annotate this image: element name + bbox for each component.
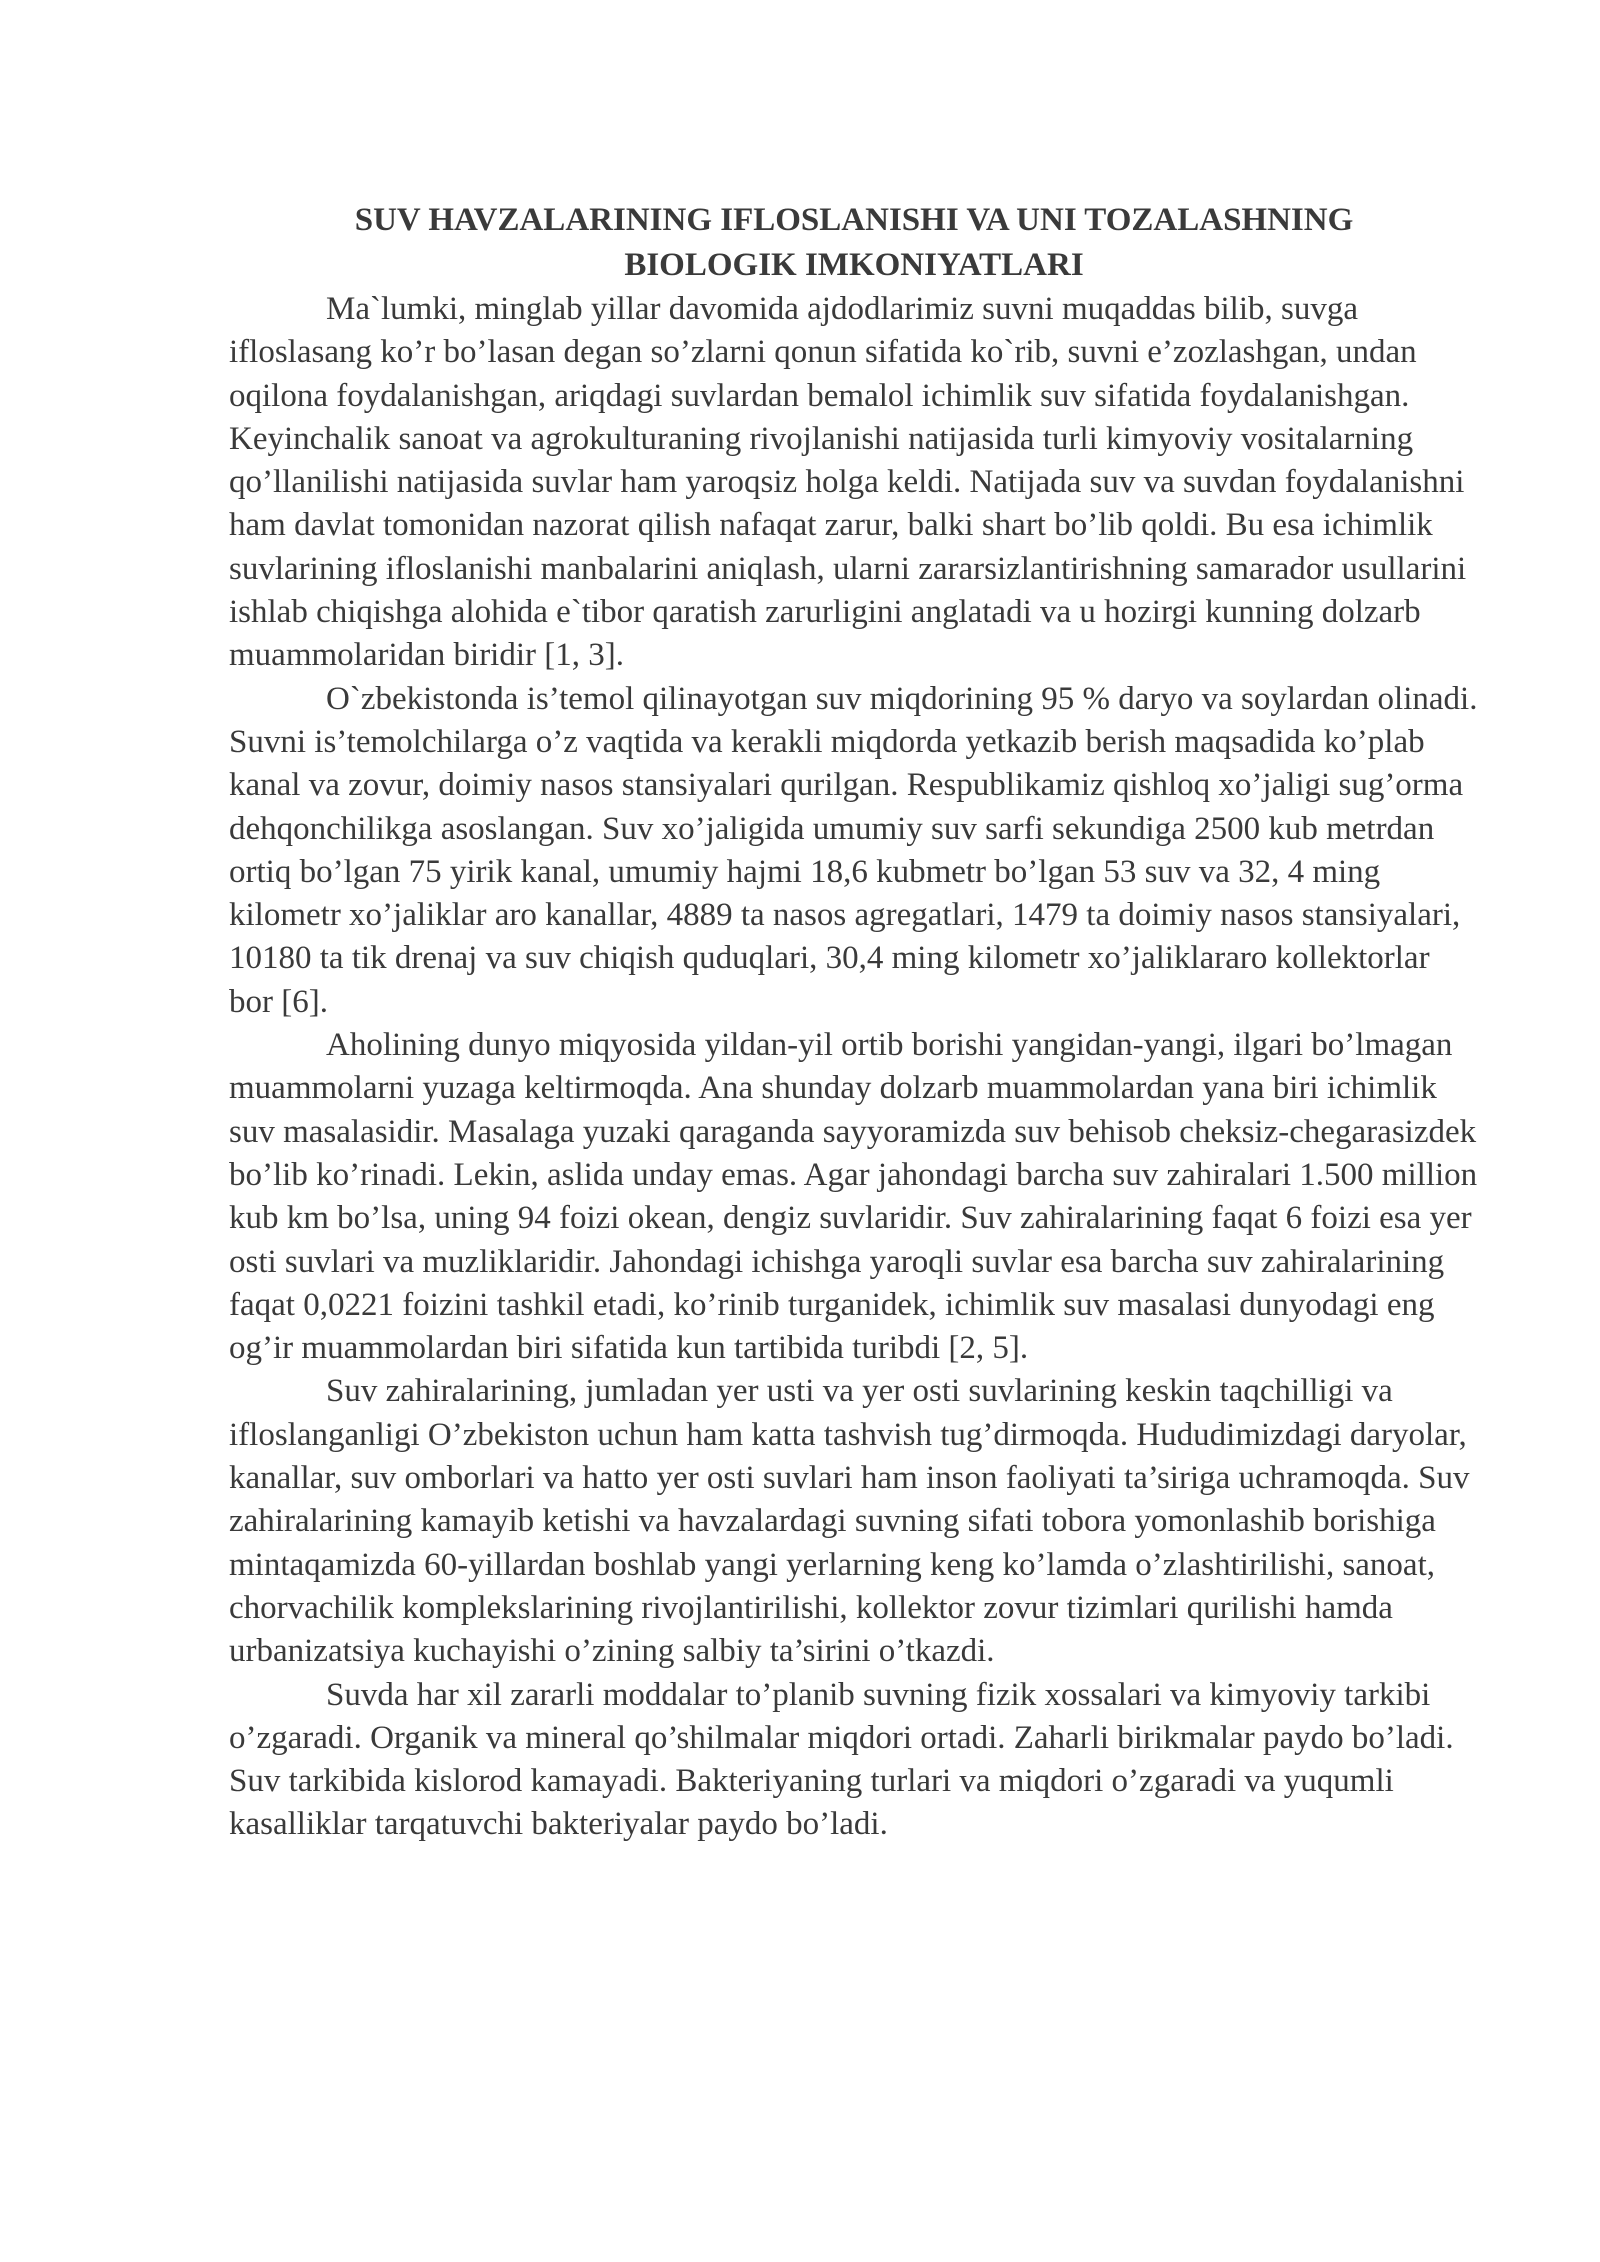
title-line-2: BIOLOGIK IMKONIYATLARI bbox=[624, 247, 1084, 283]
document-title bbox=[229, 198, 1479, 288]
title-line-1: SUV HAVZALARINING IFLOSLANISHI VA UNI TOZALASHNING bbox=[354, 202, 1354, 238]
paragraph-2: O`zbekistonda is’temol qilinayotgan suv miqdorining 95 % daryo va soylardan olinadi. Suvni is’temolchilarga o’z vaqtida va kerakli miqdorda yetkazib berish maqsadida ko’plab kanal va zovur, doimiy nasos stansiyalari qurilgan. Respublikamiz qishloq xo’jaligi sug’orma dehqonchilikga asoslangan. Suv xo’jaligida umumiy suv sarfi sekundiga 2500 kub metrdan ortiq bo’lgan 75 yirik kanal, umumiy hajmi 18,6 kubmetr bo’lgan 53 suv va 32, 4 ming kilometr xo’jaliklar aro kanallar, 4889 ta nasos agregatlari, 1479 ta doimiy nasos stansiyalari, 10180 ta tik drenaj va suv chiqish quduqlari, 30,4 ming kilometr xo’jaliklararo kollektorlar bor [6]. bbox=[229, 680, 1478, 1020]
paragraph-4: Suv zahiralarining, jumladan yer usti va yer osti suvlarining keskin taqchilligi va ifloslanganligi O’zbekiston uchun ham katta tashvish tug’dirmoqda. Hududimizdagi daryolar, kanallar, suv omborlari va hatto yer osti suvlari ham inson faoliyati ta’siriga uchramoqda. Suv zahiralarining kamayib ketishi va havzalardagi suvning sifati tobora yomonlashib borishiga mintaqamizda 60-yillardan boshlab yangi yerlarning keng ko’lamda o’zlashtirilishi, sanoat, chorvachilik komplekslarining rivojlantirilishi, kollektor zovur tizimlari qurilishi hamda urbanizatsiya kuchayishi o’zining salbiy ta’sirini o’tkazdi. bbox=[229, 1373, 1470, 1670]
paragraph-3: Aholining dunyo miqyosida yildan-yil ortib borishi yangidan-yangi, ilgari bo’lmagan muammolarni yuzaga keltirmoqda. Ana shunday dolzarb muammolardan yana biri ichimlik suv masalasidir. Masalaga yuzaki qaraganda sayyoramizda suv behisob cheksiz-chegarasizdek bo’lib ko’rinadi. Lekin, aslida unday emas. Agar jahondagi barcha suv zahiralari 1.500 million kub km bo’lsa, uning 94 foizi okean, dengiz suvlaridir. Suv zahiralarining faqat 6 foizi esa yer osti suvlari va muzliklaridir. Jahondagi ichishga yaroqli suvlar esa barcha suv zahiralarining faqat 0,0221 foizini tashkil etadi, ko’rinib turganidek, ichimlik suv masalasi dunyodagi eng og’ir muammolardan biri sifatida kun tartibida turibdi [2, 5]. bbox=[229, 1027, 1478, 1367]
paragraph-5: Suvda har xil zararli moddalar to’planib suvning fizik xossalari va kimyoviy tarkibi o’zgaradi. Organik va mineral qo’shilmalar miqdori ortadi. Zaharli birikmalar paydo bo’ladi. Suv tarkibida kislorod kamayadi. Bakteriyaning turlari va miqdori o’zgaradi va yuqumli kasalliklar tarqatuvchi bakteriyalar paydo bo’ladi. bbox=[229, 1676, 1454, 1843]
document-body bbox=[229, 198, 1479, 1847]
paragraph-1: Ma`lumki, minglab yillar davomida ajdodlarimiz suvni muqaddas bilib, suvga ifloslasang ko’r bo’lasan degan so’zlarni qonun sifatida ko`rib, suvni e’zozlashgan, undan oqilona foydalanishgan, ariqdagi suvlardan bemalol ichimlik suv sifatida foydalanishgan. Keyinchalik sanoat va agrokulturaning rivojlanishi natijasida turli kimyoviy vositalarning qo’llanilishi natijasida suvlar ham yaroqsiz holga keldi. Natijada suv va suvdan foydalanishni ham davlat tomonidan nazorat qilish nafaqat zarur, balki shart bo’lib qoldi. Bu esa ichimlik suvlarining ifloslanishi manbalarini aniqlash, ularni zararsizlantirishning samarador usullarini ishlab chiqishga alohida e`tibor qaratish zarurligini anglatadi va u hozirgi kunning dolzarb muammolaridan biridir [1, 3]. bbox=[229, 291, 1467, 674]
